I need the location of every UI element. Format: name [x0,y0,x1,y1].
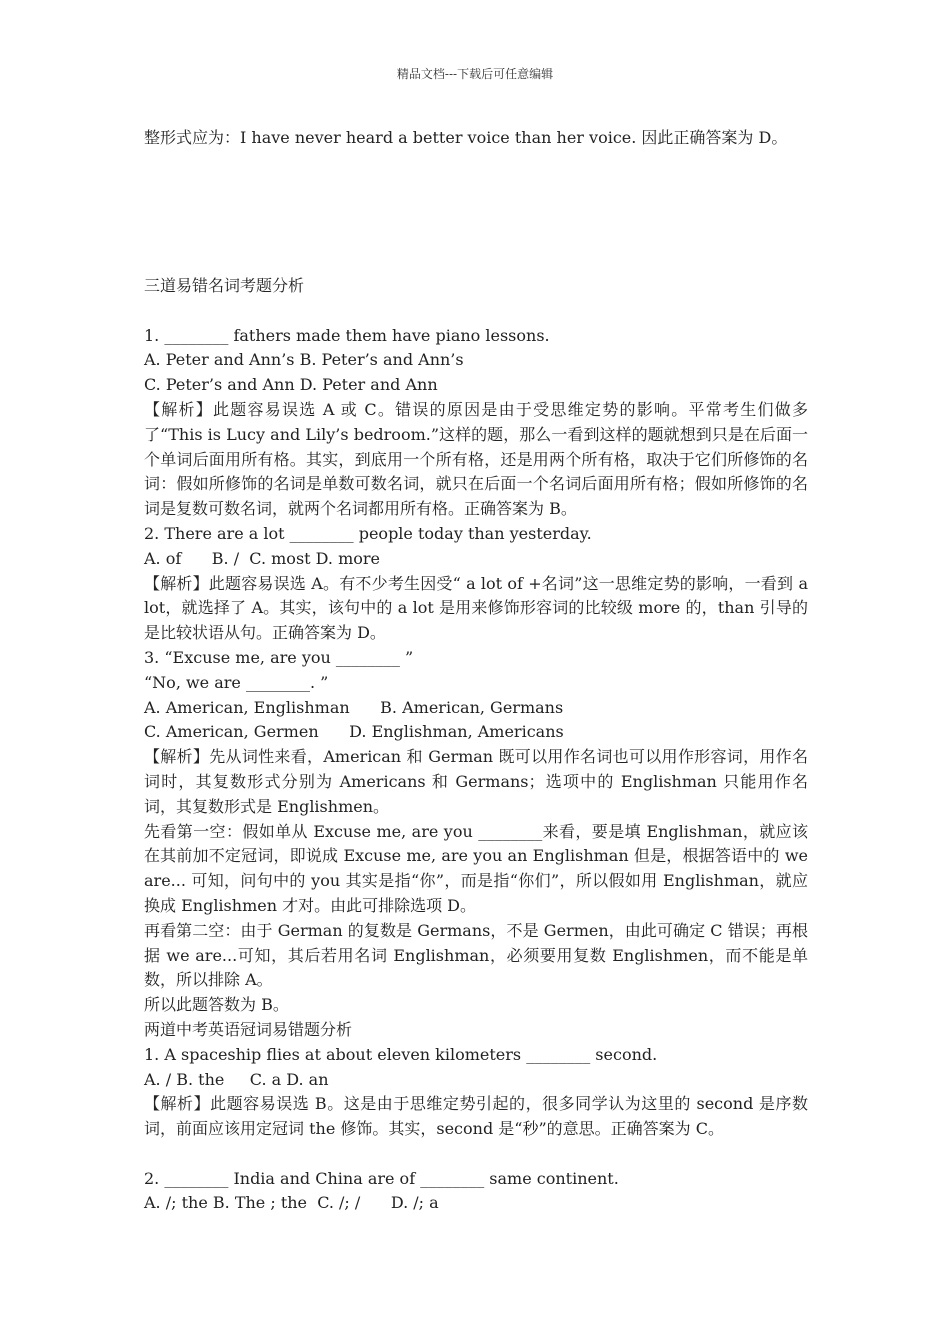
blank-line [144,299,808,324]
section-title-articles: 两道中考英语冠词易错题分析 [144,1019,353,1039]
document-body [144,274,808,1216]
article-question-1-options: A. / B. the C. a D. an [144,1069,329,1089]
page-header: 精品文档---下载后可任意编辑 [396,67,554,81]
article-question-2-options: A. /; the B. The ; the C. /; / D. /; a [144,1193,439,1213]
question-1-options-ab: A. Peter and Ann’s B. Peter’s and Ann’s [144,350,464,370]
question-3-conclusion: 所以此题答数为 B。 [144,995,289,1015]
question-3-analysis: 【解析】先从词性来看，American 和 German 既可以用作名词也可以用作形容词，用作名词时，其复数形式分别为 Americans 和 Germans；选项中的 Englishman 只能用作名词，其复数形式是 Englishmen。 [144,747,808,816]
section-title-nouns: 三道易错名词考题分析 [144,276,305,295]
question-1-options-cd: C. Peter’s and Ann D. Peter and Ann [144,375,438,395]
question-3-second-blank: 再看第二空：由于 German 的复数是 Germans，不是 Germen，由此可确定 C 错误；再根据 we are...可知，其后若用名词 Englishman，必须要用复数 Englishmen，而不能是单数，所以排除 A。 [144,920,808,990]
question-3-options-ab: A. American, Englishman B. American, Germans [144,697,564,717]
article-question-2: 2. ________ India and China are of ________ same continent. [144,1168,619,1188]
question-3-line-2: “No, we are ________. ” [144,672,329,692]
question-3-line-1: 3. “Excuse me, are you ________ ” [144,647,414,667]
question-1: 1. ________ fathers made them have piano lessons. [144,325,550,345]
question-2-analysis: 【解析】此题容易误选 A。有不少考生因受“ a lot of +名词”这一思维定势的影响，一看到 a lot，就选择了 A。其实，该句中的 a lot 是用来修饰形容词的比较级 more 的，than 引导的是比较状语从句。正确答案为 D。 [144,573,808,643]
question-3-first-blank: 先看第一空：假如单从 Excuse me, are you ________来看，要是填 Englishman，就应该在其前加不定冠词，即说成 Excuse me, are you an Englishman 但是，根据答语中的 we are... 可知，问句中的 you 其实是指“你”，而是指“你们”，所以假如用 Englishman，就应换成 Englishmen 才对。由此可排除选项 D。 [144,821,808,915]
question-2-options: A. of B. / C. most D. more [144,548,381,568]
question-1-analysis: 【解析】此题容易误选 A 或 C。错误的原因是由于受思维定势的影响。平常考生们做多了“This is Lucy and Lily’s bedroom.”这样的题，那么一看到这样的题就想到只是在后面一个单词后面用所有格。其实，到底用一个所有格，还是用两个所有格，取决于它们所修饰的名词：假如所修饰的名词是单数可数名词，就只在后面一个名词后面用所有格；假如所修饰的名词是复数可数名词，就两个名词都用所有格。正确答案为 B。 [144,399,808,519]
blank-line [144,1142,808,1167]
intro-paragraph: 整形式应为：I have never heard a better voice than her voice. 因此正确答案为 D。 [144,128,788,147]
question-3-options-cd: C. American, Germen D. Englishman, Americans [144,722,564,742]
article-question-1-analysis: 【解析】此题容易误选 B。这是由于思维定势引起的，很多同学认为这里的 second 是序数词，前面应该用定冠词 the 修饰。其实，second 是“秒”的意思。正确答案为 C。 [144,1094,808,1139]
question-2: 2. There are a lot ________ people today than yesterday. [144,523,592,543]
article-question-1: 1. A spaceship flies at about eleven kilometers ________ second. [144,1044,658,1064]
